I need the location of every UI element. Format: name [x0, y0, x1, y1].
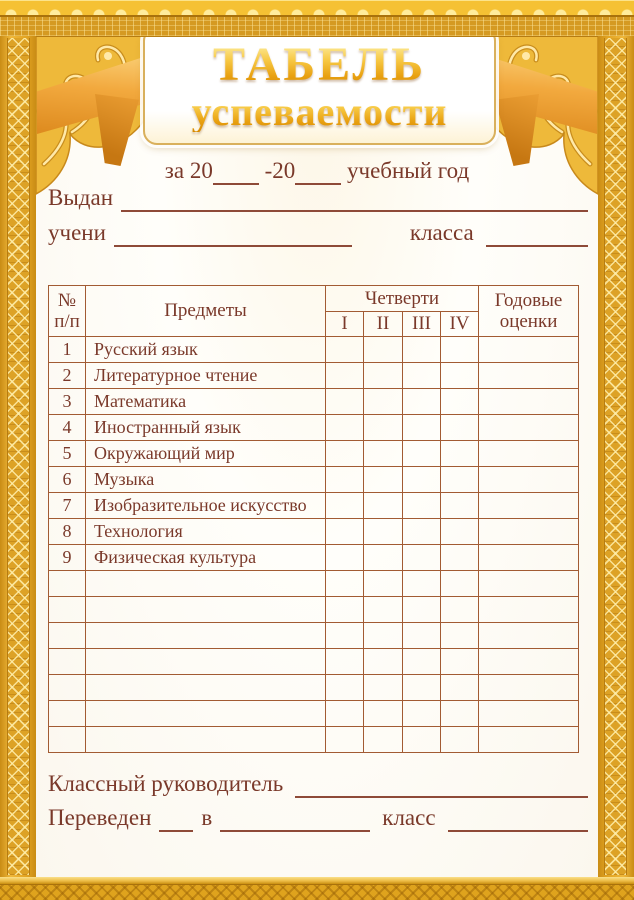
annual-grade-cell — [479, 571, 579, 597]
quarter-1-cell — [326, 623, 364, 649]
quarter-2-cell — [364, 597, 403, 623]
quarter-1-cell — [326, 701, 364, 727]
table-row — [49, 493, 579, 519]
subject-cell: Музыка — [86, 467, 326, 493]
frame-top-scallop-border — [0, 0, 634, 17]
quarter-4-cell — [441, 623, 479, 649]
transfer-to-blank — [220, 804, 370, 832]
quarter-1-cell — [326, 415, 364, 441]
quarter-2-cell — [364, 441, 403, 467]
subject-cell — [86, 649, 326, 675]
quarter-1-cell — [326, 467, 364, 493]
subject-cell — [86, 571, 326, 597]
table-row — [49, 701, 579, 727]
frame-left-ornament-strip — [7, 38, 30, 875]
annual-grade-cell — [479, 441, 579, 467]
num-header-line2: п/п — [54, 311, 80, 332]
quarter-1-cell — [326, 337, 364, 363]
table-row — [49, 545, 579, 571]
quarter-3-cell — [403, 727, 441, 753]
teacher-label: Классный руководитель — [48, 771, 284, 796]
row-number-cell: 7 — [49, 493, 86, 519]
quarter-3-cell — [403, 337, 441, 363]
year-prefix-label: за 20 — [164, 158, 213, 183]
quarter-4-cell — [441, 701, 479, 727]
frame-top-lace-border — [0, 17, 634, 37]
row-number-cell — [49, 571, 86, 597]
transfer-grade-blank — [159, 804, 193, 832]
quarter-4-cell — [441, 649, 479, 675]
frame-right-ornament-strip — [604, 38, 627, 875]
row-number-cell: 9 — [49, 545, 86, 571]
annual-grade-cell — [479, 545, 579, 571]
table-row — [49, 597, 579, 623]
annual-grade-cell — [479, 493, 579, 519]
subject-cell — [86, 597, 326, 623]
ribbon-left-band — [37, 52, 159, 134]
quarter-4-cell — [441, 441, 479, 467]
quarter-3-cell — [403, 467, 441, 493]
student-label: учени — [48, 220, 106, 245]
quarter-2-cell — [364, 571, 403, 597]
quarter-2-cell — [364, 415, 403, 441]
student-row — [48, 219, 588, 247]
annual-grade-cell — [479, 597, 579, 623]
table-row — [49, 727, 579, 753]
quarter-4-cell — [441, 337, 479, 363]
subject-cell: Математика — [86, 389, 326, 415]
document-title-line1: ТАБЕЛЬ — [213, 37, 426, 91]
quarter-1-cell — [326, 675, 364, 701]
year-dash-label: -20 — [264, 158, 296, 183]
quarter-2-cell — [364, 623, 403, 649]
quarter-2-cell — [364, 337, 403, 363]
row-number-cell — [49, 727, 86, 753]
annual-grade-cell — [479, 649, 579, 675]
quarter-4-cell — [441, 389, 479, 415]
transfer-class-blank — [448, 804, 588, 832]
quarter-3-cell — [403, 571, 441, 597]
row-number-cell — [49, 597, 86, 623]
annual-grade-cell — [479, 389, 579, 415]
table-row — [49, 415, 579, 441]
quarter-2-cell — [364, 727, 403, 753]
annual-grade-cell — [479, 701, 579, 727]
quarter-1-cell — [326, 597, 364, 623]
row-number-cell: 8 — [49, 519, 86, 545]
table-row — [49, 571, 579, 597]
subject-cell: Технология — [86, 519, 326, 545]
header-subjects: Предметы — [86, 286, 326, 337]
quarter-2-cell — [364, 519, 403, 545]
subject-cell: Изобразительное искусство — [86, 493, 326, 519]
quarter-4-cell — [441, 363, 479, 389]
quarter-3-cell — [403, 545, 441, 571]
quarter-1-cell — [326, 519, 364, 545]
table-row — [49, 337, 579, 363]
subject-cell: Окружающий мир — [86, 441, 326, 467]
header-annual-grades: Годовые оценки — [479, 286, 579, 337]
document-title-line2: успеваемости — [191, 88, 448, 134]
quarter-2-cell — [364, 467, 403, 493]
ribbon-left-fold — [95, 94, 139, 166]
table-row — [49, 363, 579, 389]
quarter-1-cell — [326, 441, 364, 467]
subject-cell — [86, 701, 326, 727]
transferred-label: Переведен — [48, 805, 152, 830]
quarter-4-cell — [441, 493, 479, 519]
table-row — [49, 623, 579, 649]
annual-grade-cell — [479, 467, 579, 493]
class-blank — [486, 219, 588, 247]
subjects-body — [49, 337, 579, 753]
annual-grade-cell — [479, 623, 579, 649]
student-name-blank — [114, 219, 352, 247]
subject-cell — [86, 675, 326, 701]
quarter-2-cell — [364, 545, 403, 571]
annual-grade-cell — [479, 675, 579, 701]
quarter-1-cell — [326, 363, 364, 389]
quarter-2-cell — [364, 649, 403, 675]
quarter-3-cell — [403, 649, 441, 675]
ribbon-right-fold — [495, 94, 539, 166]
annual-grade-cell — [479, 363, 579, 389]
quarter-4-cell — [441, 467, 479, 493]
row-number-cell: 5 — [49, 441, 86, 467]
quarter-1-cell — [326, 545, 364, 571]
quarter-3-cell — [403, 701, 441, 727]
issued-to-row — [48, 184, 588, 212]
row-number-cell: 6 — [49, 467, 86, 493]
quarter-2-cell — [364, 363, 403, 389]
table-row — [49, 675, 579, 701]
annual-grade-cell — [479, 519, 579, 545]
table-row — [49, 649, 579, 675]
quarter-1-cell — [326, 493, 364, 519]
subject-cell: Литературное чтение — [86, 363, 326, 389]
transfer-class-label: класс — [382, 805, 436, 830]
header-quarter-4: IV — [441, 312, 479, 337]
year-end-blank — [295, 161, 341, 185]
quarter-1-cell — [326, 727, 364, 753]
quarter-2-cell — [364, 493, 403, 519]
table-row — [49, 519, 579, 545]
quarter-1-cell — [326, 649, 364, 675]
quarter-3-cell — [403, 389, 441, 415]
teacher-blank — [295, 770, 588, 798]
subject-cell: Русский язык — [86, 337, 326, 363]
quarter-4-cell — [441, 545, 479, 571]
year-suffix-label: учебный год — [347, 158, 470, 183]
frame-right-border — [598, 36, 634, 877]
annual-grade-cell — [479, 727, 579, 753]
grades-table — [48, 285, 579, 753]
teacher-row — [48, 770, 588, 798]
quarter-4-cell — [441, 727, 479, 753]
quarter-3-cell — [403, 597, 441, 623]
table-row — [49, 389, 579, 415]
header-quarter-3: III — [403, 312, 441, 337]
quarter-3-cell — [403, 441, 441, 467]
quarter-3-cell — [403, 623, 441, 649]
header-quarters: Четверти — [326, 286, 479, 312]
quarter-3-cell — [403, 363, 441, 389]
header-quarter-2: II — [364, 312, 403, 337]
row-number-cell — [49, 623, 86, 649]
subject-cell — [86, 727, 326, 753]
frame-bottom-border — [0, 877, 634, 900]
issued-blank — [121, 184, 588, 212]
quarter-2-cell — [364, 675, 403, 701]
academic-year-line — [0, 157, 634, 185]
row-number-cell: 4 — [49, 415, 86, 441]
row-number-cell — [49, 675, 86, 701]
annual-grade-cell — [479, 415, 579, 441]
quarter-4-cell — [441, 571, 479, 597]
row-number-cell — [49, 649, 86, 675]
quarter-1-cell — [326, 389, 364, 415]
frame-left-border — [0, 36, 36, 877]
transfer-row — [48, 804, 588, 832]
issued-label: Выдан — [48, 185, 114, 210]
num-header-line1: № — [57, 289, 77, 311]
row-number-cell: 2 — [49, 363, 86, 389]
row-number-cell: 1 — [49, 337, 86, 363]
quarter-4-cell — [441, 597, 479, 623]
quarter-2-cell — [364, 389, 403, 415]
header-quarter-1: I — [326, 312, 364, 337]
table-row — [49, 441, 579, 467]
annual-grade-cell — [479, 337, 579, 363]
subject-cell: Иностранный язык — [86, 415, 326, 441]
quarter-3-cell — [403, 493, 441, 519]
row-number-cell: 3 — [49, 389, 86, 415]
row-number-cell — [49, 701, 86, 727]
header-row-number — [49, 286, 86, 337]
quarter-3-cell — [403, 415, 441, 441]
quarter-4-cell — [441, 415, 479, 441]
quarter-2-cell — [364, 701, 403, 727]
subject-cell — [86, 623, 326, 649]
year-start-blank — [213, 161, 259, 185]
quarter-4-cell — [441, 675, 479, 701]
table-row — [49, 467, 579, 493]
quarter-4-cell — [441, 519, 479, 545]
quarter-3-cell — [403, 675, 441, 701]
subject-cell: Физическая культура — [86, 545, 326, 571]
preposition-label: в — [201, 805, 213, 830]
class-label: класса — [409, 220, 474, 245]
quarter-1-cell — [326, 571, 364, 597]
quarter-3-cell — [403, 519, 441, 545]
title-box — [143, 27, 496, 145]
